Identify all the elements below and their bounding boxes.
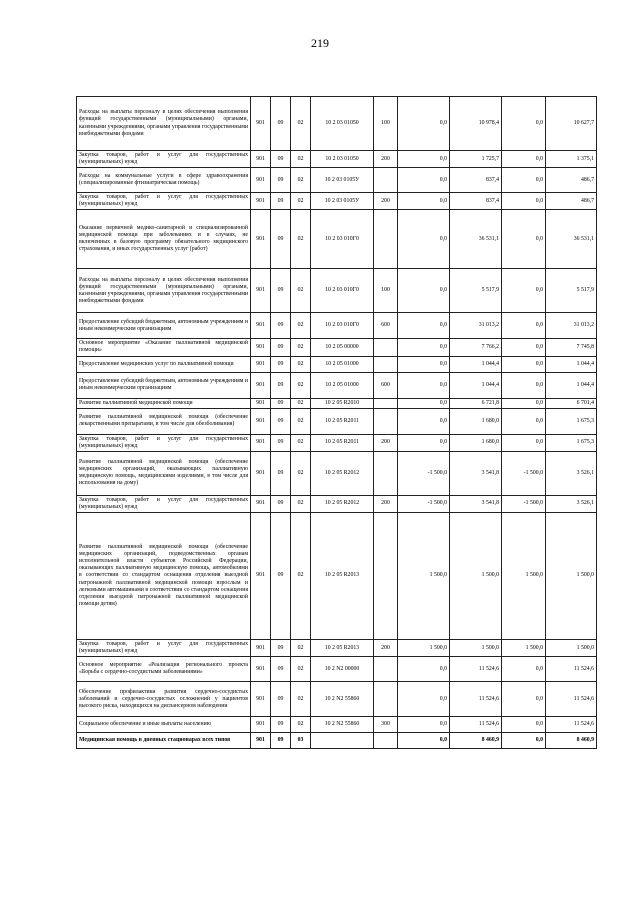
row-rz: 09 [271, 682, 291, 717]
page-number: 219 [311, 36, 329, 50]
row-csr: 10 2 03 010Г0 [311, 210, 374, 269]
row-rz: 09 [271, 210, 291, 269]
row-csr: 10 2 05 R2011 [311, 434, 374, 451]
row-amount-2: 8 460,9 [450, 733, 502, 749]
row-amount-4: 11 524,6 [546, 657, 597, 682]
row-name: Развитие паллиативной медицинской помощи (обеспечение медицинских организаций, оказывающих паллиативную медицинскую помощь, медицинскими изделиями, в том числе для использования на дому) [77, 451, 251, 495]
row-amount-3: 0,0 [502, 682, 546, 717]
row-amount-1: 0,0 [398, 168, 450, 193]
row-name: Медицинская помощь в дневных стационарах всех типов [77, 733, 251, 749]
row-vr [374, 356, 398, 372]
row-amount-1: 0,0 [398, 398, 450, 408]
row-name: Развитие паллиативной медицинской помощи (обеспечение медицинских организаций, подведомственных органам исполнительной власти субъектов Российской Федерации, оказывающих паллиативную медицинскую помощь, автомобилями в соответствии со стандартом оснащения отделения выездной патронажной паллиативной медицинской помощи взрослым и легковыми автомашинами в соответствии со стандартом оснащения отделения выездной патронажной паллиативной медицинской помощи детям) [77, 513, 251, 640]
row-rz: 09 [271, 356, 291, 372]
table-row [77, 398, 597, 408]
row-ved: 901 [251, 151, 271, 168]
row-ved: 901 [251, 451, 271, 495]
row-amount-3: 1 500,0 [502, 513, 546, 640]
row-csr: 10 2 05 00000 [311, 339, 374, 356]
row-rz: 09 [271, 339, 291, 356]
row-amount-4: 3 526,1 [546, 451, 597, 495]
row-amount-4: 3 526,1 [546, 495, 597, 512]
row-amount-3: 0,0 [502, 168, 546, 193]
row-pr: 02 [291, 495, 311, 512]
row-vr [374, 451, 398, 495]
row-name: Социальное обеспечение и иные выплаты населению [77, 717, 251, 733]
table-row [77, 168, 597, 193]
table-row [77, 717, 597, 733]
row-rz: 09 [271, 495, 291, 512]
row-amount-1: 0,0 [398, 408, 450, 434]
row-amount-3: 0,0 [502, 398, 546, 408]
row-ved: 901 [251, 269, 271, 313]
row-vr [374, 210, 398, 269]
row-pr: 02 [291, 657, 311, 682]
row-amount-4: 5 517,9 [546, 269, 597, 313]
row-rz: 09 [271, 151, 291, 168]
table-row [77, 269, 597, 313]
row-amount-2: 5 517,9 [450, 269, 502, 313]
row-pr: 02 [291, 398, 311, 408]
row-pr: 02 [291, 717, 311, 733]
row-vr: 100 [374, 269, 398, 313]
row-ved: 901 [251, 434, 271, 451]
row-csr [311, 733, 374, 749]
row-name: Предоставление медицинских услуг по паллиативной помощи [77, 356, 251, 372]
row-pr: 02 [291, 210, 311, 269]
row-name: Развитие паллиативной медицинской помощи [77, 398, 251, 408]
row-rz: 09 [271, 733, 291, 749]
row-amount-2: 11 524,6 [450, 657, 502, 682]
row-ved: 901 [251, 495, 271, 512]
row-rz: 09 [271, 717, 291, 733]
row-amount-4: 1 675,3 [546, 408, 597, 434]
table-row [77, 640, 597, 657]
table-row [77, 434, 597, 451]
row-csr: 10 2 05 R2012 [311, 495, 374, 512]
row-amount-4: 11 524,6 [546, 717, 597, 733]
row-amount-4: 1 044,4 [546, 356, 597, 372]
table-row [77, 339, 597, 356]
row-vr: 100 [374, 97, 398, 151]
row-amount-1: -1 500,0 [398, 451, 450, 495]
row-amount-4: 7 745,8 [546, 339, 597, 356]
row-rz: 09 [271, 372, 291, 398]
row-amount-2: 1 500,0 [450, 513, 502, 640]
row-vr [374, 513, 398, 640]
row-pr: 02 [291, 269, 311, 313]
row-amount-2: 10 978,4 [450, 97, 502, 151]
row-amount-2: 1 680,0 [450, 434, 502, 451]
row-amount-1: 0,0 [398, 313, 450, 339]
row-pr: 02 [291, 356, 311, 372]
row-amount-3: 0,0 [502, 210, 546, 269]
row-vr [374, 339, 398, 356]
row-vr: 600 [374, 372, 398, 398]
row-vr: 200 [374, 495, 398, 512]
row-amount-3: 0,0 [502, 339, 546, 356]
row-pr: 02 [291, 640, 311, 657]
row-amount-3: 0,0 [502, 313, 546, 339]
row-vr [374, 733, 398, 749]
row-amount-2: 1 725,7 [450, 151, 502, 168]
row-name: Обеспечение профилактики развития сердечно-сосудистых заболеваний и сердечно-сосудистых осложнений у пациентов высокого риска, находящихся на диспансерном наблюдении [77, 682, 251, 717]
budget-table [76, 96, 597, 749]
row-pr: 02 [291, 372, 311, 398]
row-ved: 901 [251, 682, 271, 717]
row-amount-1: 0,0 [398, 372, 450, 398]
row-vr: 200 [374, 640, 398, 657]
row-pr: 02 [291, 97, 311, 151]
row-amount-3: 0,0 [502, 717, 546, 733]
row-csr: 10 2 05 R2013 [311, 513, 374, 640]
row-vr [374, 657, 398, 682]
row-amount-2: 837,4 [450, 168, 502, 193]
row-amount-4: 486,7 [546, 193, 597, 210]
row-pr: 02 [291, 682, 311, 717]
row-rz: 09 [271, 398, 291, 408]
table-row [77, 97, 597, 151]
row-amount-4: 1 675,3 [546, 434, 597, 451]
row-amount-4: 1 375,1 [546, 151, 597, 168]
row-pr: 02 [291, 408, 311, 434]
row-amount-2: 36 531,1 [450, 210, 502, 269]
table-row [77, 657, 597, 682]
row-csr: 10 2 N2 55860 [311, 717, 374, 733]
row-pr: 02 [291, 339, 311, 356]
row-amount-3: 0,0 [502, 657, 546, 682]
row-rz: 09 [271, 408, 291, 434]
row-csr: 10 2 05 01000 [311, 356, 374, 372]
table-row [77, 151, 597, 168]
row-ved: 901 [251, 717, 271, 733]
row-name: Основное мероприятие «Оказание паллиативной медицинской помощи» [77, 339, 251, 356]
row-name: Закупка товаров, работ и услуг для государственных (муниципальных) нужд [77, 193, 251, 210]
row-csr: 10 2 03 01050 [311, 151, 374, 168]
row-amount-2: 3 541,8 [450, 451, 502, 495]
row-amount-1: 1 500,0 [398, 640, 450, 657]
row-ved: 901 [251, 372, 271, 398]
table-row [77, 513, 597, 640]
row-csr: 10 2 03 0105У [311, 168, 374, 193]
row-name: Основное мероприятие «Реализация регионального проекта «Борьба с сердечно-сосудистыми заболеваниями» [77, 657, 251, 682]
row-amount-2: 1 680,0 [450, 408, 502, 434]
table-row [77, 356, 597, 372]
row-csr: 10 2 05 R2010 [311, 398, 374, 408]
row-amount-1: 0,0 [398, 434, 450, 451]
row-ved: 901 [251, 339, 271, 356]
row-csr: 10 2 03 0105У [311, 193, 374, 210]
row-pr: 02 [291, 193, 311, 210]
row-amount-2: 1 044,4 [450, 372, 502, 398]
row-amount-4: 1 044,4 [546, 372, 597, 398]
row-amount-4: 10 627,7 [546, 97, 597, 151]
row-vr: 200 [374, 193, 398, 210]
table-row [77, 495, 597, 512]
row-vr [374, 682, 398, 717]
row-amount-4: 8 460,9 [546, 733, 597, 749]
row-rz: 09 [271, 513, 291, 640]
row-amount-2: 7 766,2 [450, 339, 502, 356]
row-amount-3: 0,0 [502, 97, 546, 151]
row-name: Предоставление субсидий бюджетным, автономным учреждениям и иным некоммерческим организациям [77, 313, 251, 339]
row-name: Закупка товаров, работ и услуг для государственных (муниципальных) нужд [77, 434, 251, 451]
row-amount-2: 11 524,6 [450, 682, 502, 717]
table-row [77, 372, 597, 398]
row-vr: 200 [374, 434, 398, 451]
row-ved: 901 [251, 398, 271, 408]
row-amount-3: 0,0 [502, 193, 546, 210]
row-amount-1: 0,0 [398, 733, 450, 749]
row-amount-1: 1 500,0 [398, 513, 450, 640]
row-amount-1: 0,0 [398, 97, 450, 151]
row-rz: 09 [271, 193, 291, 210]
row-ved: 901 [251, 733, 271, 749]
row-name: Расходы на выплаты персоналу в целях обеспечения выполнения функций государственными (муниципальными) органами, казенными учреждениями, органами управления государственными внебюджетными фондами [77, 269, 251, 313]
row-vr: 300 [374, 717, 398, 733]
row-amount-1: 0,0 [398, 356, 450, 372]
row-amount-4: 1 500,0 [546, 640, 597, 657]
row-amount-3: -1 500,0 [502, 495, 546, 512]
row-amount-4: 486,7 [546, 168, 597, 193]
row-rz: 09 [271, 451, 291, 495]
row-csr: 10 2 N2 00000 [311, 657, 374, 682]
row-amount-2: 31 013,2 [450, 313, 502, 339]
row-ved: 901 [251, 168, 271, 193]
row-rz: 09 [271, 313, 291, 339]
row-name: Оказание первичной медико-санитарной и специализированной медицинской помощи при заболеваниях и в случаях, не включенных в базовую программу обязательного медицинского страхования, и иных государственных услуг (работ) [77, 210, 251, 269]
row-pr: 03 [291, 733, 311, 749]
row-amount-3: 1 500,0 [502, 640, 546, 657]
row-amount-3: 0,0 [502, 408, 546, 434]
row-ved: 901 [251, 210, 271, 269]
table-row [77, 451, 597, 495]
row-rz: 09 [271, 434, 291, 451]
row-ved: 901 [251, 408, 271, 434]
table-row [77, 193, 597, 210]
row-amount-2: 1 044,4 [450, 356, 502, 372]
row-ved: 901 [251, 657, 271, 682]
table-row [77, 313, 597, 339]
row-csr: 10 2 03 01050 [311, 97, 374, 151]
row-vr [374, 398, 398, 408]
row-amount-2: 11 524,6 [450, 717, 502, 733]
row-amount-4: 36 531,1 [546, 210, 597, 269]
row-amount-1: 0,0 [398, 339, 450, 356]
row-pr: 02 [291, 168, 311, 193]
row-name: Развитие паллиативной медицинской помощи (обеспечение лекарственными препаратами, в том числе для обезболивания) [77, 408, 251, 434]
row-rz: 09 [271, 97, 291, 151]
row-amount-2: 3 541,8 [450, 495, 502, 512]
row-amount-3: 0,0 [502, 372, 546, 398]
table-row [77, 733, 597, 749]
row-name: Расходы на коммунальные услуги в сфере здравоохранения (специализированные фтизиатрическая помощь) [77, 168, 251, 193]
row-name: Закупка товаров, работ и услуг для государственных (муниципальных) нужд [77, 151, 251, 168]
row-amount-3: 0,0 [502, 356, 546, 372]
table-row [77, 408, 597, 434]
row-vr [374, 408, 398, 434]
row-csr: 10 2 N2 55860 [311, 682, 374, 717]
row-rz: 09 [271, 657, 291, 682]
row-name: Закупка товаров, работ и услуг для государственных (муниципальных) нужд [77, 495, 251, 512]
row-csr: 10 2 05 R2011 [311, 408, 374, 434]
row-amount-4: 6 701,4 [546, 398, 597, 408]
row-ved: 901 [251, 356, 271, 372]
row-rz: 09 [271, 168, 291, 193]
row-vr: 200 [374, 151, 398, 168]
row-pr: 02 [291, 313, 311, 339]
row-vr [374, 168, 398, 193]
row-pr: 02 [291, 513, 311, 640]
row-amount-1: 0,0 [398, 151, 450, 168]
row-name: Расходы на выплаты персоналу в целях обеспечения выполнения функций государственными (муниципальными) органами, казенными учреждениями, органами управления государственными внебюджетными фондами [77, 97, 251, 151]
row-amount-1: 0,0 [398, 682, 450, 717]
row-csr: 10 2 03 010Г0 [311, 313, 374, 339]
row-csr: 10 2 05 R2013 [311, 640, 374, 657]
table-row [77, 210, 597, 269]
row-ved: 901 [251, 193, 271, 210]
row-csr: 10 2 05 01000 [311, 372, 374, 398]
row-name: Закупка товаров, работ и услуг для государственных (муниципальных) нужд [77, 640, 251, 657]
row-amount-2: 6 721,8 [450, 398, 502, 408]
row-amount-2: 1 500,0 [450, 640, 502, 657]
row-rz: 09 [271, 640, 291, 657]
table-row [77, 682, 597, 717]
row-amount-1: -1 500,0 [398, 495, 450, 512]
row-name: Предоставление субсидий бюджетным, автономным учреждениям и иным некоммерческим организациям [77, 372, 251, 398]
row-amount-3: 0,0 [502, 733, 546, 749]
row-amount-4: 11 524,6 [546, 682, 597, 717]
row-amount-3: -1 500,0 [502, 451, 546, 495]
row-rz: 09 [271, 269, 291, 313]
budget-table-body [77, 97, 597, 749]
row-ved: 901 [251, 513, 271, 640]
row-pr: 02 [291, 151, 311, 168]
row-pr: 02 [291, 434, 311, 451]
row-ved: 901 [251, 640, 271, 657]
row-pr: 02 [291, 451, 311, 495]
row-ved: 901 [251, 313, 271, 339]
row-amount-1: 0,0 [398, 193, 450, 210]
row-vr: 600 [374, 313, 398, 339]
row-amount-3: 0,0 [502, 269, 546, 313]
row-amount-3: 0,0 [502, 151, 546, 168]
row-amount-2: 837,4 [450, 193, 502, 210]
row-csr: 10 2 03 010Г0 [311, 269, 374, 313]
row-amount-1: 0,0 [398, 717, 450, 733]
row-amount-1: 0,0 [398, 657, 450, 682]
row-amount-1: 0,0 [398, 269, 450, 313]
row-amount-3: 0,0 [502, 434, 546, 451]
row-ved: 901 [251, 97, 271, 151]
row-csr: 10 2 05 R2012 [311, 451, 374, 495]
row-amount-1: 0,0 [398, 210, 450, 269]
row-amount-4: 31 013,2 [546, 313, 597, 339]
row-amount-4: 1 500,0 [546, 513, 597, 640]
